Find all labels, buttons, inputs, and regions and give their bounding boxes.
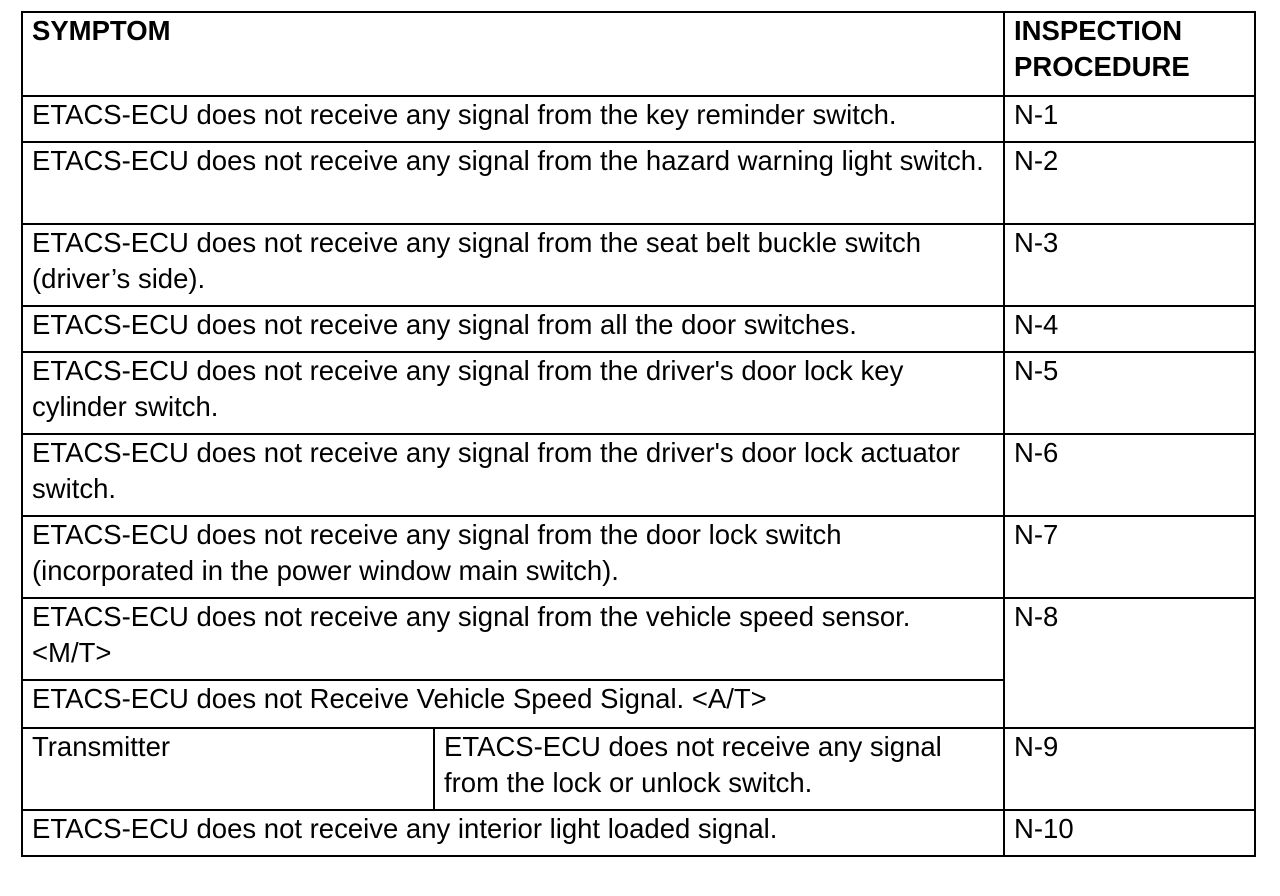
table-row <box>22 810 1255 856</box>
table-row <box>22 352 1255 434</box>
symptom-cell: ETACS-ECU does not receive any signal from the vehicle speed sensor. <M/T> <box>22 598 1004 680</box>
procedure-cell: N-10 <box>1004 810 1255 856</box>
table-row <box>22 728 1255 810</box>
procedure-cell: N-6 <box>1004 434 1255 516</box>
table-row <box>22 598 1255 680</box>
table-row <box>22 434 1255 516</box>
table-header-row <box>22 12 1255 96</box>
header-inspection-procedure <box>1004 12 1255 96</box>
category-cell: Transmitter <box>22 728 434 810</box>
table-row <box>22 306 1255 352</box>
procedure-cell: N-2 <box>1004 142 1255 224</box>
symptom-cell: ETACS-ECU does not receive any signal from the seat belt buckle switch (driver’s side). <box>22 224 1004 306</box>
table-row <box>22 142 1255 224</box>
table-row <box>22 516 1255 598</box>
symptom-cell: ETACS-ECU does not receive any signal from the hazard warning light switch. <box>22 142 1004 224</box>
symptom-cell: ETACS-ECU does not receive any signal from the door lock switch (incorporated in the power window main switch). <box>22 516 1004 598</box>
procedure-cell: N-8 <box>1004 598 1255 728</box>
header-symptom: SYMPTOM <box>22 12 1004 96</box>
symptom-cell: ETACS-ECU does not receive any interior light loaded signal. <box>22 810 1004 856</box>
procedure-cell: N-5 <box>1004 352 1255 434</box>
procedure-cell: N-4 <box>1004 306 1255 352</box>
header-procedure-line1: INSPECTION <box>1014 15 1183 46</box>
procedure-cell: N-3 <box>1004 224 1255 306</box>
procedure-cell: N-7 <box>1004 516 1255 598</box>
table-row <box>22 96 1255 142</box>
procedure-cell: N-1 <box>1004 96 1255 142</box>
symptom-cell: ETACS-ECU does not receive any signal from the driver's door lock actuator switch. <box>22 434 1004 516</box>
symptom-cell: ETACS-ECU does not receive any signal from all the door switches. <box>22 306 1004 352</box>
symptom-cell: ETACS-ECU does not receive any signal from the driver's door lock key cylinder switch. <box>22 352 1004 434</box>
symptom-cell: ETACS-ECU does not receive any signal from the key reminder switch. <box>22 96 1004 142</box>
procedure-cell: N-9 <box>1004 728 1255 810</box>
symptom-cell: ETACS-ECU does not Receive Vehicle Speed Signal. <A/T> <box>22 680 1004 728</box>
symptom-table <box>21 11 1256 857</box>
symptom-cell: ETACS-ECU does not receive any signal from the lock or unlock switch. <box>434 728 1004 810</box>
table-row <box>22 224 1255 306</box>
header-procedure-line2: PROCEDURE <box>1014 51 1190 82</box>
